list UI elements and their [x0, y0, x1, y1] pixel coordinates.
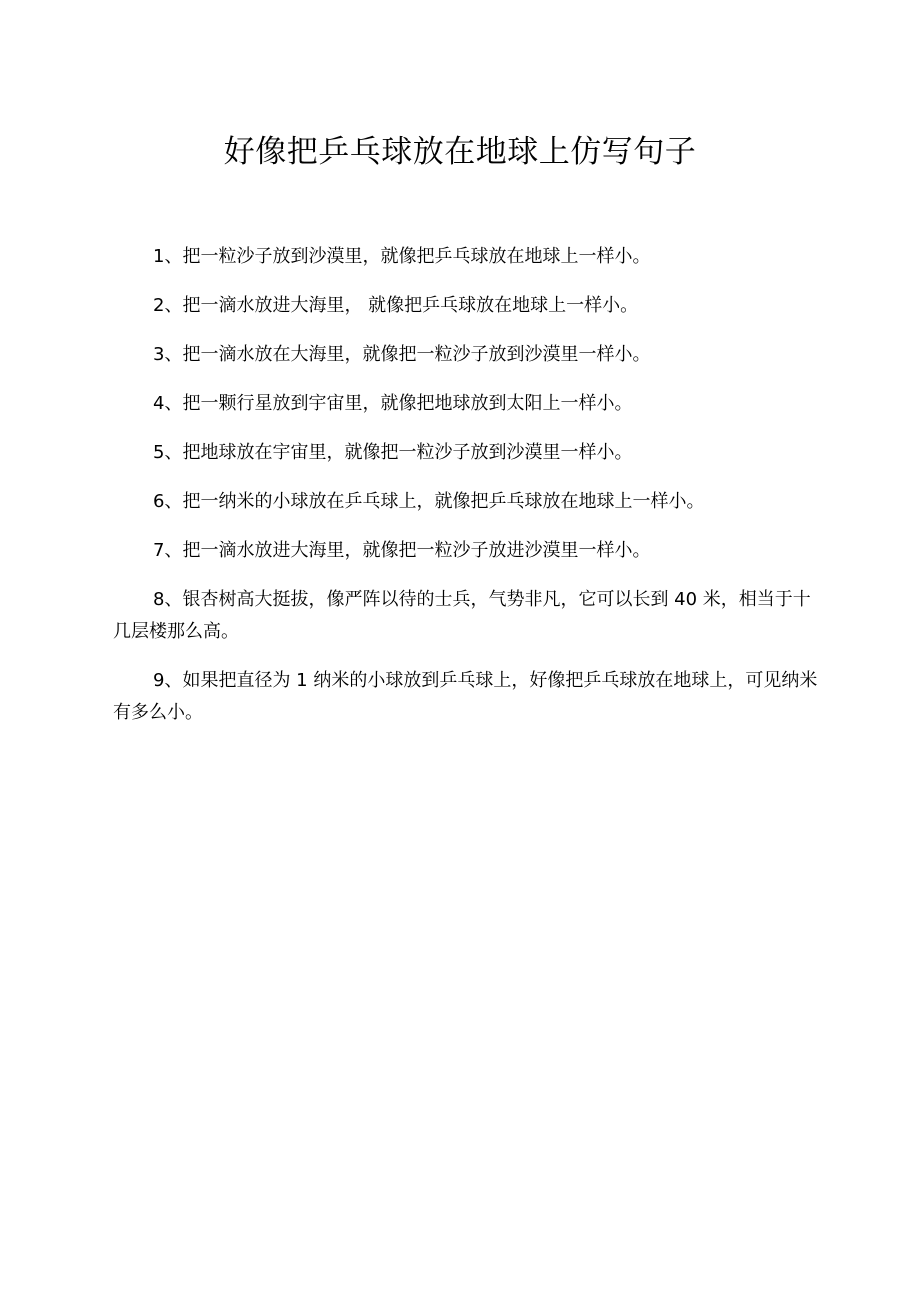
- paragraph-2: 2、把一滴水放进大海里， 就像把乒乓球放在地球上一样小。: [153, 295, 639, 316]
- paragraph-4: 4、把一颗行星放到宇宙里，就像把地球放到太阳上一样小。: [153, 393, 633, 414]
- document-title: 好像把乒乓球放在地球上仿写句子: [223, 134, 697, 170]
- paragraph-3: 3、把一滴水放在大海里，就像把一粒沙子放到沙漠里一样小。: [153, 344, 651, 365]
- paragraph-5: 5、把地球放在宇宙里，就像把一粒沙子放到沙漠里一样小。: [153, 442, 633, 463]
- document-body: [113, 241, 823, 746]
- paragraph-9: 9、如果把直径为 1 纳米的小球放到乒乓球上，好像把乒乓球放在地球上，可见纳米有多么小。: [113, 670, 818, 723]
- paragraph-8: 8、银杏树高大挺拔，像严阵以待的士兵，气势非凡，它可以长到 40 米，相当于十几层楼那么高。: [113, 589, 811, 642]
- paragraph-1: 1、把一粒沙子放到沙漠里，就像把乒乓球放在地球上一样小。: [153, 246, 651, 267]
- paragraph-7: 7、把一滴水放进大海里，就像把一粒沙子放进沙漠里一样小。: [153, 540, 651, 561]
- paragraph-6: 6、把一纳米的小球放在乒乓球上，就像把乒乓球放在地球上一样小。: [153, 491, 705, 512]
